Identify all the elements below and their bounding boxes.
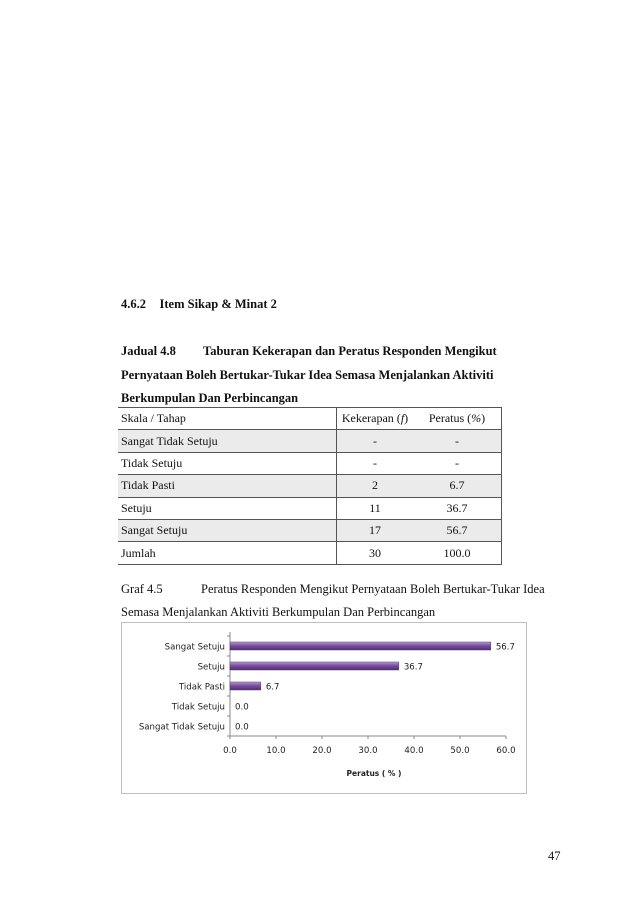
section-title: Item Sikap & Minat 2 bbox=[159, 297, 277, 311]
bar-chart-svg bbox=[122, 623, 526, 793]
section-number: 4.6.2 bbox=[121, 297, 146, 311]
section-heading bbox=[121, 297, 277, 312]
x-tick-label: 10.0 bbox=[266, 746, 286, 756]
table-caption-label: Jadual 4.8 bbox=[121, 344, 176, 358]
category-label: Setuju bbox=[197, 662, 225, 673]
data-label: 0.0 bbox=[235, 722, 249, 733]
category-label: Sangat Setuju bbox=[164, 642, 225, 653]
data-label: 36.7 bbox=[403, 662, 423, 673]
table-row bbox=[118, 475, 502, 497]
graph-caption-text1: Peratus Responden Mengikut Pernyataan Boleh Bertukar-Tukar Idea bbox=[201, 582, 545, 596]
cell-peratus: 56.7 bbox=[413, 519, 502, 541]
cell-kekerapan: 17 bbox=[337, 519, 414, 541]
x-tick-label: 20.0 bbox=[312, 746, 332, 756]
table-row bbox=[118, 497, 502, 519]
cell-peratus: 36.7 bbox=[413, 497, 502, 519]
graph-caption-line2: Semasa Menjalankan Aktiviti Berkumpulan Dan Perbincangan bbox=[121, 605, 436, 619]
graph-caption-label: Graf 4.5 bbox=[121, 582, 163, 596]
cell-kekerapan: 11 bbox=[337, 497, 414, 519]
category-label: Sangat Tidak Setuju bbox=[138, 722, 225, 733]
bar bbox=[230, 662, 399, 670]
cell-peratus: - bbox=[413, 430, 502, 452]
x-axis-title: Peratus ( % ) bbox=[346, 769, 402, 778]
frequency-table bbox=[118, 407, 502, 565]
cell-peratus: 100.0 bbox=[413, 542, 502, 564]
table-caption-line3: Berkumpulan Dan Perbincangan bbox=[121, 391, 299, 405]
x-tick-label: 40.0 bbox=[404, 746, 424, 756]
table-row bbox=[118, 519, 502, 541]
table-total-row bbox=[118, 542, 502, 564]
cell-peratus: 6.7 bbox=[413, 475, 502, 497]
header-skala: Skala / Tahap bbox=[118, 408, 337, 430]
x-tick-label: 0.0 bbox=[223, 746, 237, 756]
x-tick-label: 60.0 bbox=[496, 746, 516, 756]
x-tick-label: 50.0 bbox=[450, 746, 470, 756]
cell-peratus: - bbox=[413, 452, 502, 474]
table-caption-line1 bbox=[121, 344, 521, 359]
category-label: Tidak Pasti bbox=[178, 682, 225, 693]
header-peratus: Peratus (%) bbox=[413, 408, 502, 430]
cell-skala: Sangat Setuju bbox=[118, 519, 337, 541]
bar bbox=[230, 682, 261, 690]
table-caption-text1: Taburan Kekerapan dan Peratus Responden Mengikut bbox=[203, 344, 497, 358]
cell-skala: Sangat Tidak Setuju bbox=[118, 430, 337, 452]
table-row bbox=[118, 430, 502, 452]
cell-skala: Tidak Pasti bbox=[118, 475, 337, 497]
page-number: 47 bbox=[548, 849, 561, 863]
table-row bbox=[118, 452, 502, 474]
table-header-row bbox=[118, 408, 502, 430]
cell-kekerapan: - bbox=[337, 452, 414, 474]
bar bbox=[230, 642, 491, 650]
bar-chart bbox=[121, 622, 527, 794]
x-tick-label: 30.0 bbox=[358, 746, 378, 756]
data-label: 0.0 bbox=[235, 702, 249, 713]
table-caption-line2: Pernyataan Boleh Bertukar-Tukar Idea Semasa Menjalankan Aktiviti bbox=[121, 368, 494, 382]
cell-skala: Jumlah bbox=[118, 542, 337, 564]
graph-caption-line1 bbox=[121, 582, 545, 597]
cell-kekerapan: - bbox=[337, 430, 414, 452]
header-kekerapan: Kekerapan (f) bbox=[337, 408, 414, 430]
cell-skala: Tidak Setuju bbox=[118, 452, 337, 474]
data-label: 56.7 bbox=[495, 642, 515, 653]
cell-skala: Setuju bbox=[118, 497, 337, 519]
cell-kekerapan: 30 bbox=[337, 542, 414, 564]
cell-kekerapan: 2 bbox=[337, 475, 414, 497]
data-label: 6.7 bbox=[265, 682, 280, 693]
category-label: Tidak Setuju bbox=[171, 702, 225, 713]
